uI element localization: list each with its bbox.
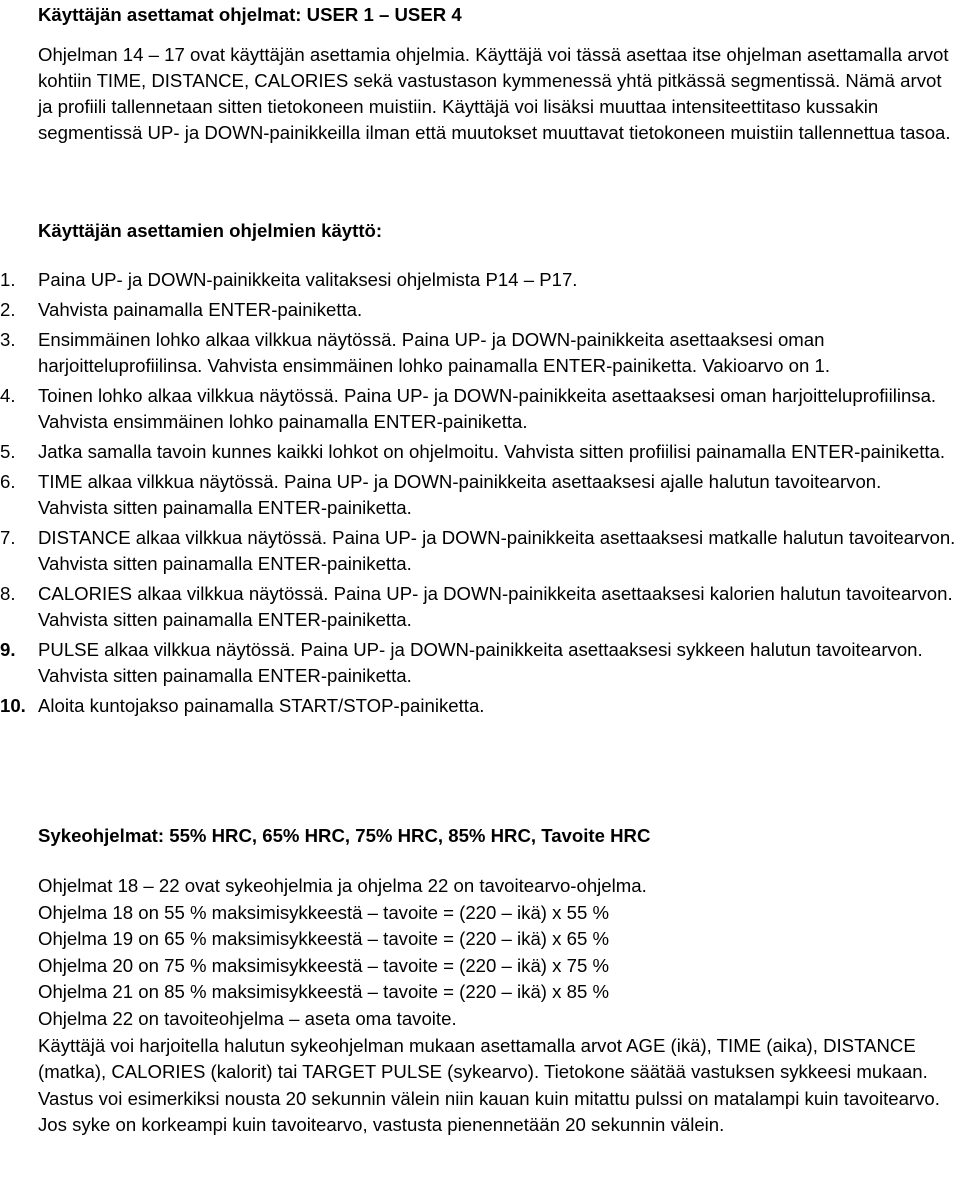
step-number: 5.	[0, 441, 16, 462]
step-text: Aloita kuntojakso painamalla START/STOP-painiketta.	[38, 695, 485, 716]
list-item	[0, 581, 956, 633]
step-number: 7.	[0, 527, 16, 548]
step-number: 1.	[0, 269, 16, 290]
pulse-heading: Sykeohjelmat: 55% HRC, 65% HRC, 75% HRC, 85% HRC, Tavoite HRC	[38, 825, 651, 846]
step-number: 4.	[0, 385, 16, 406]
pulse-line: Ohjelmat 18 – 22 ovat sykeohjelmia ja ohjelma 22 on tavoitearvo-ohjelma.	[38, 875, 647, 896]
list-item	[0, 383, 956, 435]
list-item	[0, 327, 956, 379]
usage-heading: Käyttäjän asettamien ohjelmien käyttö:	[38, 220, 383, 241]
page-title: Käyttäjän asettamat ohjelmat: USER 1 – USER 4	[38, 4, 462, 25]
pulse-line: Ohjelma 21 on 85 % maksimisykkeestä – tavoite = (220 – ikä) x 85 %	[38, 981, 609, 1003]
step-text: DISTANCE alkaa vilkkua näytössä. Paina UP- ja DOWN-painikkeita asettaaksesi matkalle halutun tavoitearvon. Vahvista sitten painamalla ENTER-painiketta.	[38, 527, 956, 574]
step-text: TIME alkaa vilkkua näytössä. Paina UP- ja DOWN-painikkeita asettaaksesi ajalle halutun tavoitearvon. Vahvista sitten painamalla ENTER-painiketta.	[38, 471, 882, 518]
pulse-line: Ohjelma 19 on 65 % maksimisykkeestä – tavoite = (220 – ikä) x 65 %	[38, 928, 609, 950]
list-item	[0, 637, 956, 689]
step-text: Jatka samalla tavoin kunnes kaikki lohkot on ohjelmoitu. Vahvista sitten profiilisi painamalla ENTER-painiketta.	[38, 441, 946, 462]
step-text: Paina UP- ja DOWN-painikkeita valitaksesi ohjelmista P14 – P17.	[38, 269, 578, 290]
list-item	[0, 267, 956, 293]
step-number: 3.	[0, 329, 16, 350]
list-item	[0, 439, 956, 465]
pulse-line: Ohjelma 20 on 75 % maksimisykkeestä – tavoite = (220 – ikä) x 75 %	[38, 954, 609, 976]
pulse-line: Ohjelma 18 on 55 % maksimisykkeestä – tavoite = (220 – ikä) x 55 %	[38, 901, 609, 923]
step-number: 2.	[0, 299, 16, 320]
step-number: 9.	[0, 639, 16, 660]
list-item	[0, 297, 956, 323]
step-text: Toinen lohko alkaa vilkkua näytössä. Paina UP- ja DOWN-painikkeita asettaaksesi oman harjoitteluprofiilinsa. Vahvista ensimmäinen lohko painamalla ENTER-painiketta.	[38, 385, 937, 432]
step-number: 6.	[0, 471, 16, 492]
steps-list	[0, 267, 956, 723]
step-text: Vahvista painamalla ENTER-painiketta.	[38, 299, 363, 320]
pulse-section	[38, 873, 956, 1139]
intro-paragraph	[38, 42, 956, 146]
list-item	[0, 525, 956, 577]
list-item	[0, 693, 956, 719]
pulse-line: Ohjelma 22 on tavoiteohjelma – aseta oma tavoite.	[38, 1007, 457, 1029]
step-number: 10.	[0, 695, 26, 716]
intro-text: Ohjelman 14 – 17 ovat käyttäjän asettamia ohjelmia. Käyttäjä voi tässä asettaa itse ohjelman asettamalla arvot kohtiin TIME, DISTANCE, CALORIES sekä vastustason kymmenessä yhtä pitkässä segmentissä. Nämä arvot ja profiili tallennetaan sitten tietokoneen muistiin. Käyttäjä voi lisäksi muuttaa intensiteettitaso kussakin segmentissä UP- ja DOWN-painikkeilla ilman että muutokset muuttavat tietokoneen muistiin tallennettua tasoa.	[38, 44, 951, 143]
step-text: CALORIES alkaa vilkkua näytössä. Paina UP- ja DOWN-painikkeita asettaaksesi kalorien halutun tavoitearvon. Vahvista sitten painamalla ENTER-painiketta.	[38, 583, 953, 630]
list-item	[0, 469, 956, 521]
step-number: 8.	[0, 583, 16, 604]
step-text: PULSE alkaa vilkkua näytössä. Paina UP- ja DOWN-painikkeita asettaaksesi sykkeen halutun tavoitearvon. Vahvista sitten painamalla ENTER-painiketta.	[38, 639, 923, 686]
step-text: Ensimmäinen lohko alkaa vilkkua näytössä. Paina UP- ja DOWN-painikkeita asettaaksesi oman harjoitteluprofiilinsa. Vahvista ensimmäinen lohko painamalla ENTER-painiketta. Vakioarvo on 1.	[38, 329, 831, 376]
pulse-paragraph: Käyttäjä voi harjoitella halutun sykeohjelman mukaan asettamalla arvot AGE (ikä), TIME (aika), DISTANCE (matka), CALORIES (kalorit) tai TARGET PULSE (sykearvo). Tietokone säätää vastuksen sykkeesi mukaan. Vastus voi esimerkiksi nousta 20 sekunnin välein niin kauan kuin mitattu pulssi on matalampi kuin tavoitearvo. Jos syke on korkeampi kuin tavoitearvo, vastusta pienennetään 20 sekunnin välein.	[38, 1034, 940, 1136]
